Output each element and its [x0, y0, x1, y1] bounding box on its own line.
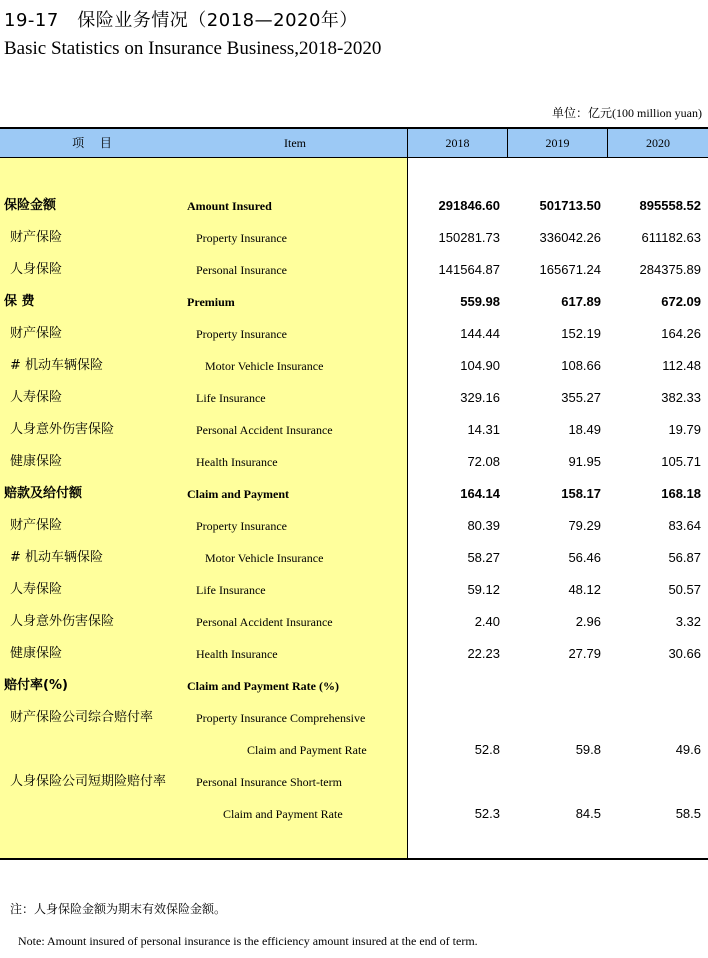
row-label-english: Motor Vehicle Insurance: [205, 551, 324, 565]
row-label-chinese: 保 费: [4, 294, 35, 309]
value-2020: 58.5: [675, 806, 701, 821]
value-2018: 59.12: [467, 582, 500, 597]
row-label-english: Life Insurance: [196, 583, 266, 597]
row-label-chinese: 财产保险: [10, 518, 63, 533]
row-label-chinese: 人身意外伤害保险: [10, 614, 115, 629]
row-label-english: Claim and Payment Rate: [247, 743, 367, 757]
row-label-english: Premium: [187, 295, 235, 309]
row-label-chinese: 健康保险: [10, 454, 63, 469]
value-2020: 284375.89: [639, 262, 701, 277]
unit-label-chinese: 单位：亿元: [551, 106, 612, 120]
row-label-chinese: 赔款及给付额: [4, 486, 83, 501]
row-label-english: Personal Accident Insurance: [196, 423, 333, 437]
value-2019: 27.79: [568, 646, 601, 661]
table-row: [0, 446, 708, 478]
row-label-english: Personal Insurance Short-term: [196, 775, 342, 789]
table-row: [0, 734, 708, 766]
value-2020: 164.26: [661, 326, 701, 341]
value-2020: 19.79: [668, 422, 701, 437]
row-label-chinese: 财产保险: [10, 326, 63, 341]
value-2019: 152.19: [561, 326, 601, 341]
table-row: [0, 702, 708, 734]
value-2019: 355.27: [561, 390, 601, 405]
header-item-chinese: 项 目: [72, 136, 118, 150]
table-row: [0, 414, 708, 446]
value-2018: 329.16: [460, 390, 500, 405]
header-item-english: Item: [284, 136, 306, 150]
row-label-english: Claim and Payment Rate: [223, 807, 343, 821]
value-2018: 141564.87: [438, 262, 500, 277]
unit-label-english: (100 million yuan): [612, 106, 702, 120]
table-row: [0, 222, 708, 254]
row-label-english: Property Insurance: [196, 519, 287, 533]
value-2019: 91.95: [568, 454, 601, 469]
row-label-english: Property Insurance Comprehensive: [196, 711, 366, 725]
value-2019: 165671.24: [539, 262, 601, 277]
footnote-english: Note: Amount insured of personal insurance is the efficiency amount insured at the end of term.: [18, 934, 478, 948]
value-2019: 336042.26: [539, 230, 601, 245]
value-2018: 14.31: [467, 422, 500, 437]
row-label-chinese: 财产保险: [10, 230, 63, 245]
value-2020: 895558.52: [639, 198, 701, 213]
value-2018: 291846.60: [438, 198, 500, 213]
value-2020: 112.48: [662, 358, 701, 373]
value-2018: 22.23: [467, 646, 500, 661]
row-label-chinese: 人寿保险: [10, 390, 63, 405]
row-label-english: Motor Vehicle Insurance: [205, 359, 324, 373]
value-2019: 79.29: [568, 518, 601, 533]
row-label-chinese: 人身意外伤害保险: [10, 422, 115, 437]
unit-label: [552, 104, 702, 121]
value-2019: 108.66: [561, 358, 601, 373]
row-label-english: Life Insurance: [196, 391, 266, 405]
value-2018: 559.98: [460, 294, 500, 309]
row-label-english: Personal Insurance: [196, 263, 287, 277]
row-label-english: Property Insurance: [196, 327, 287, 341]
row-label-english: Property Insurance: [196, 231, 287, 245]
value-2018: 52.8: [474, 742, 500, 757]
value-2020: 30.66: [668, 646, 701, 661]
row-label-chinese: # 机动车辆保险: [10, 550, 104, 565]
row-label-english: Health Insurance: [196, 647, 278, 661]
value-2019: 158.17: [561, 486, 601, 501]
value-2020: 50.57: [668, 582, 701, 597]
value-2020: 168.18: [661, 486, 701, 501]
value-2019: 18.49: [568, 422, 601, 437]
value-2019: 59.8: [575, 742, 601, 757]
value-2020: 672.09: [661, 294, 701, 309]
value-2018: 164.14: [460, 486, 500, 501]
value-2019: 501713.50: [539, 198, 601, 213]
value-2020: 105.71: [661, 454, 701, 469]
value-2018: 52.3: [474, 806, 500, 821]
value-2020: 56.87: [668, 550, 701, 565]
value-2020: 83.64: [668, 518, 701, 533]
table-bottom-border: [0, 858, 708, 860]
row-label-chinese: 人寿保险: [10, 582, 63, 597]
row-label-chinese: 财产保险公司综合赔付率: [10, 710, 154, 725]
value-2018: 58.27: [467, 550, 500, 565]
table-row: [0, 190, 708, 222]
page-title-english: Basic Statistics on Insurance Business,2018-2020: [4, 38, 382, 59]
row-label-chinese: 健康保险: [10, 646, 63, 661]
value-2018: 144.44: [460, 326, 500, 341]
table-header-divider: [0, 157, 708, 158]
value-2019: 48.12: [568, 582, 601, 597]
table-row: [0, 286, 708, 318]
row-label-english: Claim and Payment: [187, 487, 289, 501]
table-row: [0, 382, 708, 414]
table-row: [0, 638, 708, 670]
row-label-chinese: 人身保险: [10, 262, 63, 277]
value-2020: 611182.63: [641, 230, 701, 245]
table-row: [0, 478, 708, 510]
header-year-2018: 2018: [445, 136, 470, 150]
table-row: [0, 606, 708, 638]
table-row: [0, 318, 708, 350]
value-2018: 80.39: [467, 518, 500, 533]
table-row: [0, 254, 708, 286]
table-row: [0, 510, 708, 542]
row-label-english: Personal Accident Insurance: [196, 615, 333, 629]
table-row: [0, 542, 708, 574]
table-row: [0, 350, 708, 382]
value-2018: 150281.73: [438, 230, 500, 245]
row-label-chinese: 人身保险公司短期险赔付率: [10, 774, 167, 789]
value-2019: 617.89: [561, 294, 601, 309]
value-2020: 49.6: [675, 742, 701, 757]
table-row: [0, 574, 708, 606]
row-label-chinese: # 机动车辆保险: [10, 358, 104, 373]
row-label-english: Health Insurance: [196, 455, 278, 469]
value-2019: 56.46: [568, 550, 601, 565]
value-2019: 2.96: [575, 614, 601, 629]
value-2020: 3.32: [675, 614, 701, 629]
value-2018: 72.08: [467, 454, 500, 469]
value-2020: 382.33: [661, 390, 701, 405]
page-title-chinese: 19-17 保险业务情况（2018—2020年）: [4, 10, 358, 31]
header-year-2019: 2019: [545, 136, 570, 150]
row-label-english: Amount Insured: [187, 199, 272, 213]
row-label-chinese: 保险金额: [4, 198, 57, 213]
value-2018: 2.40: [474, 614, 500, 629]
footnote-chinese: 注：人身保险金额为期末有效保险金额。: [10, 902, 227, 916]
table-row: [0, 798, 708, 830]
value-2019: 84.5: [575, 806, 601, 821]
row-label-chinese: 赔付率(%): [4, 678, 68, 693]
table-row: [0, 670, 708, 702]
row-label-english: Claim and Payment Rate (%): [187, 679, 339, 693]
table-row: [0, 766, 708, 798]
header-year-2020: 2020: [646, 136, 670, 150]
value-2018: 104.90: [460, 358, 500, 373]
